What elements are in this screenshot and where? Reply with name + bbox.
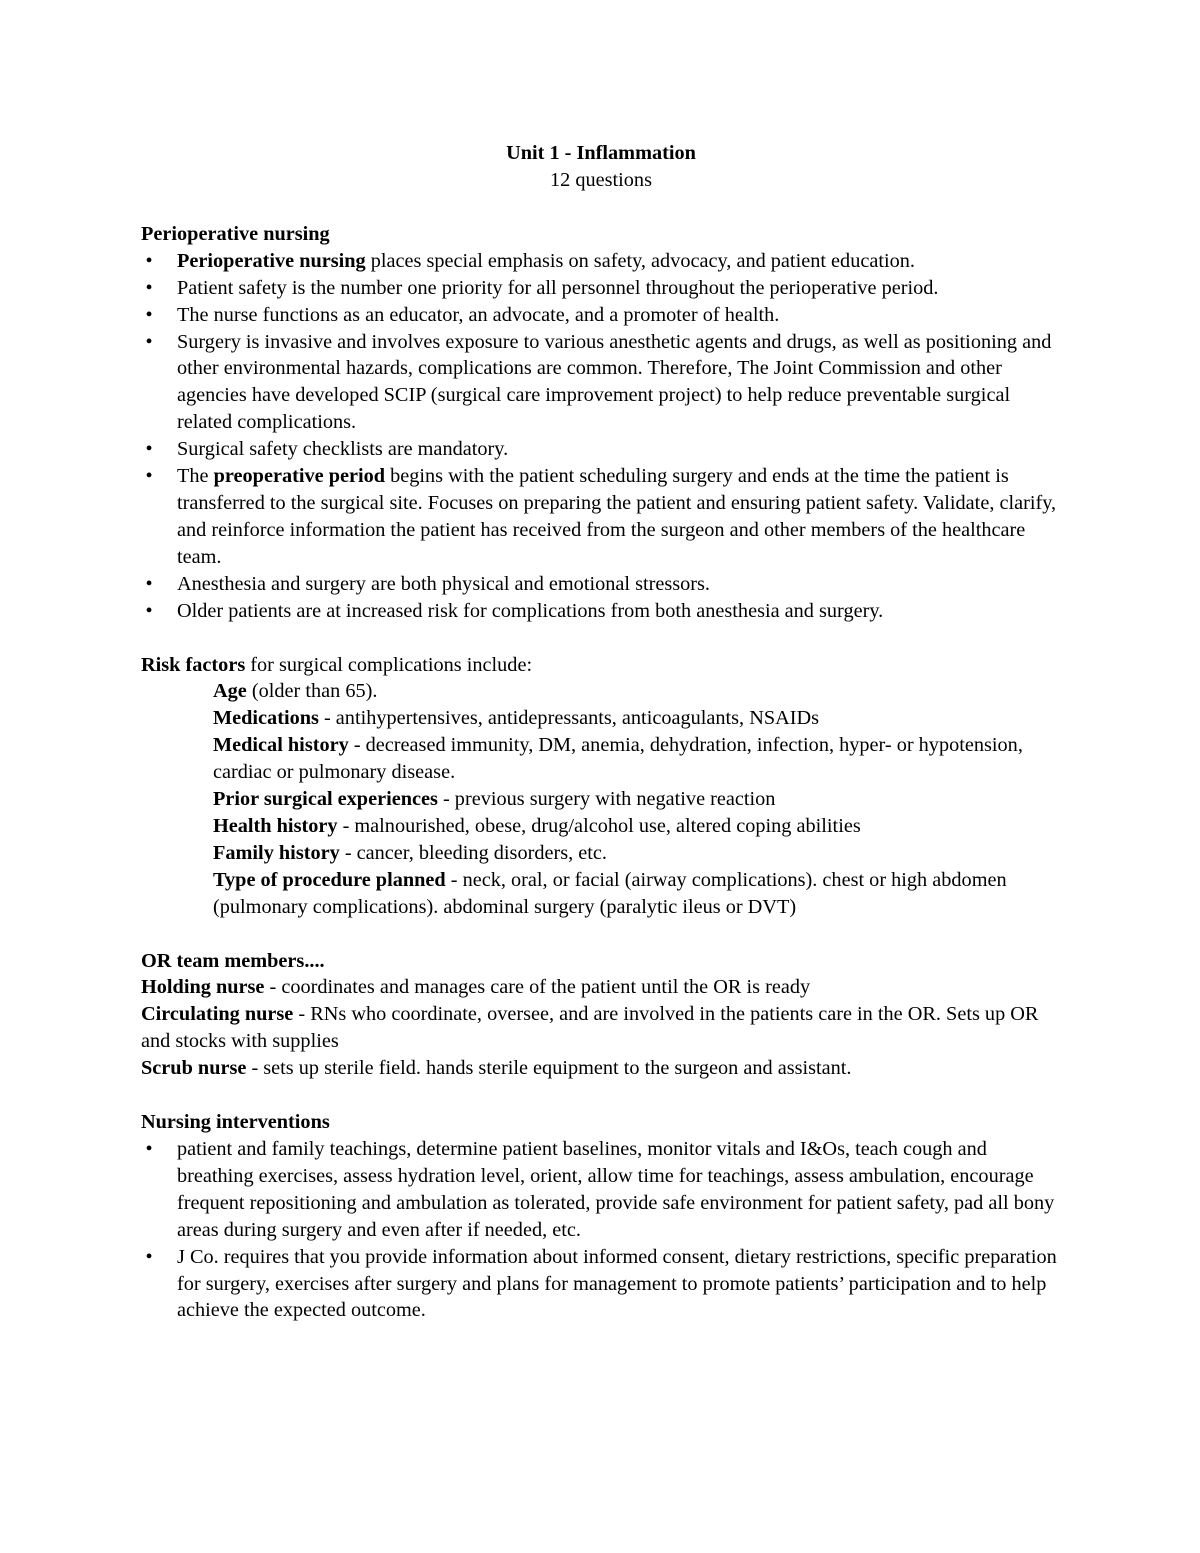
- list-item: [141, 571, 1061, 598]
- item-text: - RNs who coordinate, oversee, and are involved in the patients care in the OR. Sets up OR and stocks with supplies: [141, 1003, 1039, 1053]
- item-text: - antihypertensives, antidepressants, anticoagulants, NSAIDs: [318, 707, 820, 730]
- bullet-icon: •: [145, 303, 153, 326]
- item-text: Anesthesia and surgery are both physical and emotional stressors.: [177, 572, 711, 595]
- risk-intro: [141, 652, 1061, 679]
- item-text: Surgical safety checklists are mandatory.: [177, 438, 509, 461]
- list-item: [141, 275, 1061, 302]
- periop-heading: Perioperative nursing: [141, 222, 330, 245]
- list-item: [141, 436, 1061, 463]
- page-subtitle: 12 questions: [550, 169, 652, 191]
- list-item: [141, 302, 1061, 329]
- item-text: J Co. requires that you provide information about informed consent, dietary restrictions, specific preparation for surgery, exercises after surgery and plans for management to promote patients’ participation and to help achieve the expected outcome.: [177, 1245, 1057, 1322]
- term: Health history: [213, 814, 338, 837]
- interventions-heading: Nursing interventions: [141, 1111, 330, 1134]
- risk-factor-medical-history: [213, 732, 1061, 786]
- list-item: [141, 248, 1061, 275]
- risk-intro-text: for surgical complications include:: [245, 653, 533, 676]
- term: Circulating nurse: [141, 1003, 294, 1026]
- item-text: Patient safety is the number one priority for all personnel throughout the perioperative period.: [177, 276, 939, 299]
- risk-factor-list: [213, 678, 1061, 920]
- item-text: patient and family teachings, determine patient baselines, monitor vitals and I&Os, teach cough and breathing exercises, assess hydration level, orient, allow time for teachings, assess ambulation, encourage frequent repositioning and ambulation as tolerated, provide safe environment for patient safety, pad all bony areas during surgery and even after if needed, etc.: [177, 1138, 1055, 1241]
- term: preoperative period: [213, 465, 386, 488]
- or-team-scrub-nurse: [141, 1055, 1061, 1082]
- risk-factor-prior-surgical: [213, 786, 1061, 813]
- list-item: [141, 1136, 1061, 1244]
- term: Perioperative nursing: [177, 249, 366, 272]
- or-team-circulating-nurse: [141, 1001, 1061, 1055]
- item-text: - coordinates and manages care of the patient until the OR is ready: [264, 976, 811, 999]
- item-text: - cancer, bleeding disorders, etc.: [339, 841, 607, 864]
- interventions-list: [141, 1136, 1061, 1324]
- periop-list: [141, 248, 1061, 625]
- or-team-section: [141, 948, 1061, 1083]
- list-item: [141, 463, 1061, 571]
- term: Medications: [213, 707, 319, 730]
- item-prefix: The: [177, 465, 214, 488]
- risk-factor-health-history: [213, 813, 1061, 840]
- item-text: (older than 65).: [246, 680, 378, 703]
- term: Prior surgical experiences: [213, 788, 438, 811]
- item-text: places special emphasis on safety, advocacy, and patient education.: [365, 249, 915, 272]
- item-text: - sets up sterile field. hands sterile equipment to the surgeon and assistant.: [246, 1057, 852, 1080]
- risk-factor-family-history: [213, 840, 1061, 867]
- term: Family history: [213, 841, 340, 864]
- or-team-holding-nurse: [141, 974, 1061, 1001]
- item-text: Surgery is invasive and involves exposure to various anesthetic agents and drugs, as well as positioning and other environmental hazards, complications are common. Therefore, The Joint Commission and other agencies have developed SCIP (surgical care improvement project) to help reduce preventable surgical related complications.: [177, 330, 1052, 434]
- risk-factor-age: [213, 678, 1061, 705]
- item-text: - previous surgery with negative reaction: [437, 788, 776, 811]
- bullet-icon: •: [145, 438, 153, 461]
- term: Holding nurse: [141, 976, 265, 999]
- item-text: Older patients are at increased risk for complications from both anesthesia and surgery.: [177, 599, 884, 622]
- page-title: Unit 1 - Inflammation: [506, 142, 696, 164]
- list-item: [141, 598, 1061, 625]
- item-text: - malnourished, obese, drug/alcohol use, altered coping abilities: [337, 814, 861, 837]
- item-text: begins with the patient scheduling surgery and ends at the time the patient is transferred to the surgical site. Focuses on preparing the patient and ensuring patient safety. Validate, clarify, and reinforce information the patient has received from the surgeon and other members of the healthcare team.: [177, 465, 1057, 568]
- document-content: [141, 140, 1061, 1351]
- item-text: - neck, oral, or facial (airway complications). chest or high abdomen (pulmonary complications). abdominal surgery (paralytic ileus or DVT): [213, 868, 1007, 918]
- bullet-icon: •: [145, 1138, 153, 1160]
- risk-heading: Risk factors: [141, 653, 246, 676]
- bullet-icon: •: [145, 249, 153, 272]
- bullet-icon: •: [145, 465, 153, 488]
- term: Age: [213, 680, 247, 703]
- bullet-icon: •: [145, 1245, 153, 1268]
- item-text: The nurse functions as an educator, an advocate, and a promoter of health.: [177, 303, 780, 326]
- bullet-icon: •: [145, 276, 153, 299]
- item-text: - decreased immunity, DM, anemia, dehydration, infection, hyper- or hypotension, cardiac or pulmonary disease.: [213, 734, 1023, 784]
- or-team-heading: OR team members....: [141, 949, 325, 972]
- term: Scrub nurse: [141, 1057, 247, 1080]
- term: Medical history: [213, 734, 349, 757]
- bullet-icon: •: [145, 330, 153, 353]
- risk-factor-medications: [213, 705, 1061, 732]
- bullet-icon: •: [145, 599, 153, 622]
- bullet-icon: •: [145, 572, 153, 595]
- list-item: [141, 329, 1061, 437]
- risk-factor-procedure-type: [213, 867, 1061, 921]
- list-item: [141, 1244, 1061, 1325]
- term: Type of procedure planned: [213, 868, 446, 891]
